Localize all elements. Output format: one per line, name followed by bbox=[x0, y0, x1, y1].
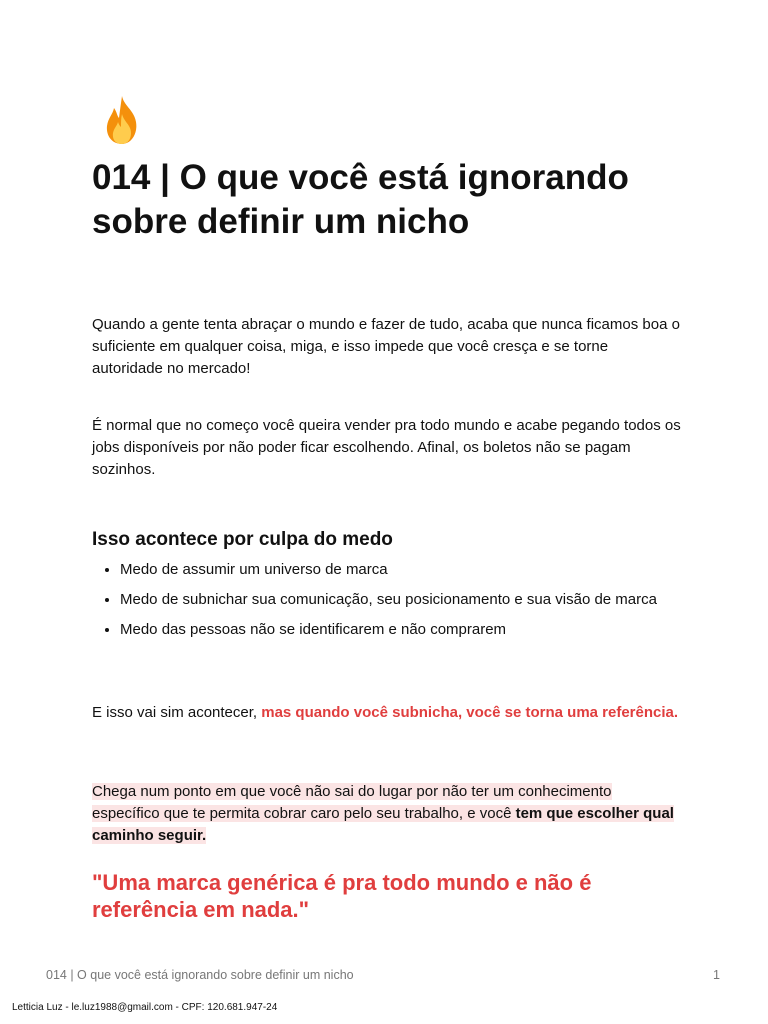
owner-watermark: Letticia Luz - le.luz1988@gmail.com - CPF: 120.681.947-24 bbox=[12, 1002, 278, 1013]
section-heading: Isso acontece por culpa do medo bbox=[92, 529, 393, 550]
page-number: 1 bbox=[713, 968, 720, 982]
fire-emoji-icon bbox=[100, 94, 144, 146]
referral-paragraph bbox=[92, 702, 682, 724]
fear-list bbox=[92, 559, 710, 649]
page-title: 014 | O que você está ignorando sobre definir um nicho bbox=[92, 158, 629, 241]
referral-text: E isso vai sim acontecer, bbox=[92, 704, 262, 721]
context-paragraph: É normal que no começo você queira vender pra todo mundo e acabe pegando todos os jobs disponíveis por não poder ficar escolhendo. Afinal, os boletos não se pagam sozinhos. bbox=[92, 417, 681, 478]
referral-highlight: mas quando você subnicha, você se torna uma referência. bbox=[261, 704, 679, 721]
highlighted-paragraph bbox=[92, 781, 682, 847]
list-item: • Medo de assumir um universo de marca bbox=[120, 559, 710, 581]
intro-paragraph: Quando a gente tenta abraçar o mundo e fazer de tudo, acaba que nunca ficamos boa o suficiente em qualquer coisa, miga, e isso impede que você cresça e se torne autoridade no mercado! bbox=[92, 316, 680, 377]
list-item: • Medo das pessoas não se identificarem e não comprarem bbox=[120, 619, 710, 641]
pull-quote: "Uma marca genérica é pra todo mundo e não é referência em nada." bbox=[92, 870, 592, 922]
list-item: • Medo de subnichar sua comunicação, seu posicionamento e sua visão de marca bbox=[120, 589, 710, 611]
footer-title: 014 | O que você está ignorando sobre definir um nicho bbox=[46, 968, 354, 982]
highlighted-bold-text: tem que escolher qual caminho seguir. bbox=[92, 805, 674, 844]
highlighted-text: Chega num ponto em que você não sai do lugar por não ter um conhecimento específico que te permita cobrar caro pelo seu trabalho, e você bbox=[92, 783, 612, 822]
